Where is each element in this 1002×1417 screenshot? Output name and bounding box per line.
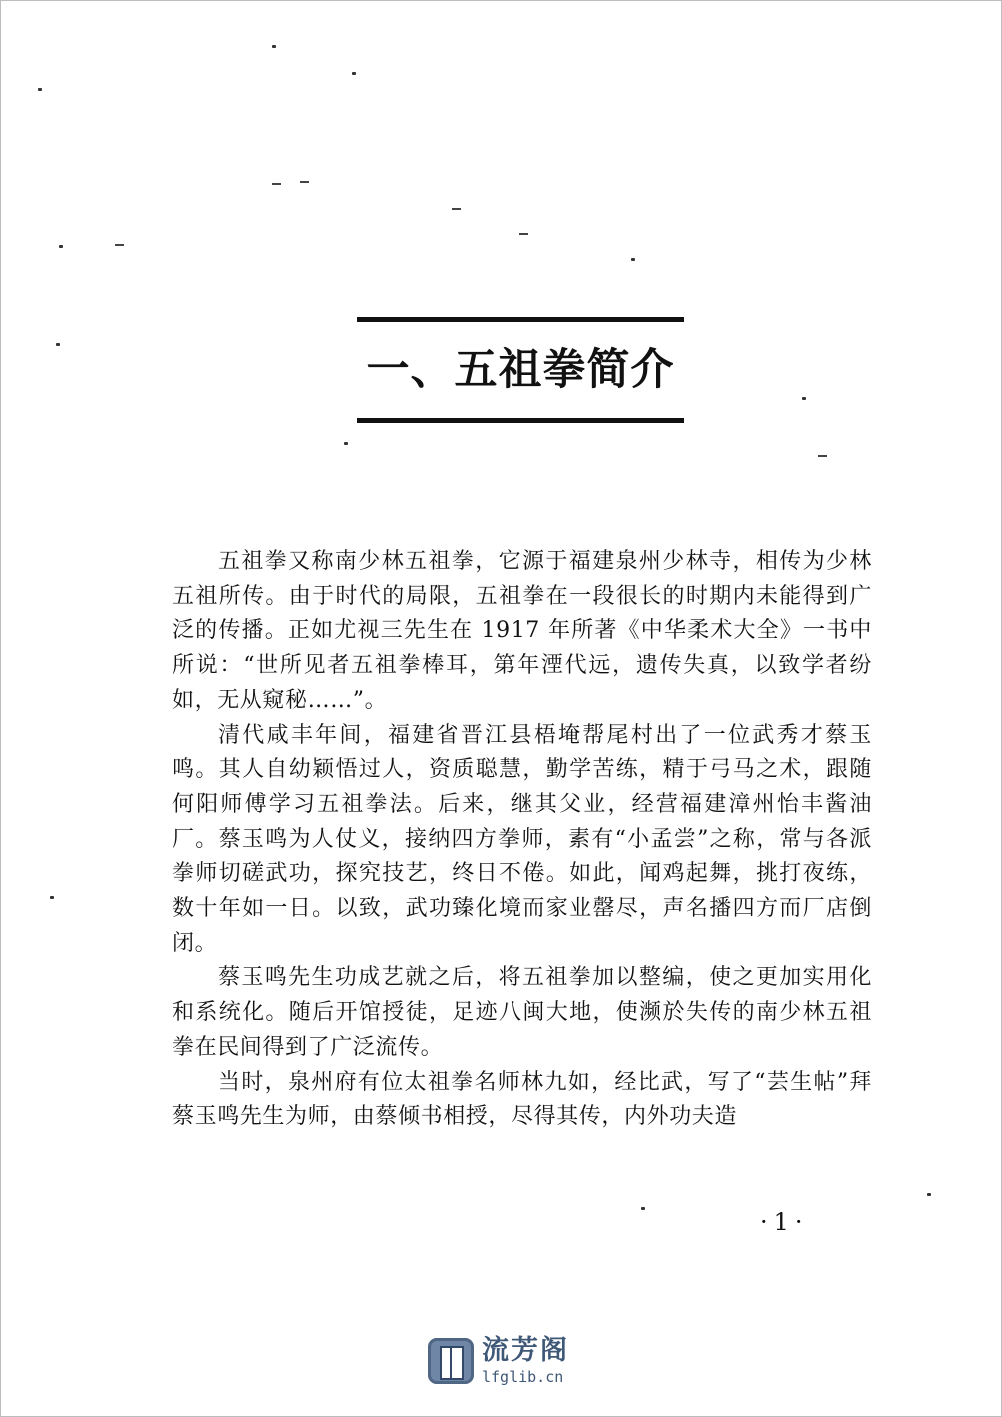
heading-rule-top xyxy=(357,317,684,322)
paragraph: 当时，泉州府有位太祖拳名师林九如，经比武，写了“芸生帖”拜蔡玉鸣先生为师，由蔡倾书相授，尽得其传，内外功夫造 xyxy=(172,1069,872,1130)
chapter-title: 一、五祖拳简介 xyxy=(366,345,675,395)
book-seal-icon xyxy=(428,1338,474,1384)
paragraph: 清代咸丰年间，福建省晋江县梧埯帮尾村出了一位武秀才蔡玉鸣。其人自幼颖悟过人，资质聪慧，勤学苦练，精于弓马之术，跟随何阳师傅学习五祖拳法。后来，继其父业，经营福建漳州怡丰酱油厂。蔡玉鸣为人仗义，接纳四方拳师，素有“小孟尝”之称，常与各派拳师切磋武功，探究技艺，终日不倦。如此，闻鸡起舞，挑打夜练，数十年如一日。以致，武功臻化境而家业罄尽，声名播四方而厂店倒闭。 xyxy=(172,722,872,956)
scan-speck xyxy=(631,258,635,261)
scan-dash xyxy=(452,208,461,210)
paragraph: 蔡玉鸣先生功成艺就之后，将五祖拳加以整编，使之更加实用化和系统化。随后开馆授徒，足迹八闽大地，使濒於失传的南少林五祖拳在民间得到了广泛流传。 xyxy=(172,965,872,1060)
heading-rule-bottom xyxy=(357,418,684,423)
scan-speck xyxy=(59,245,63,248)
scan-speck xyxy=(272,45,276,48)
scan-speck xyxy=(50,896,54,899)
watermark-site: lfglib.cn xyxy=(482,1368,564,1386)
paragraph: 五祖拳又称南少林五祖拳，它源于福建泉州少林寺，相传为少林五祖所传。由于时代的局限，五祖拳在一段很长的时期内未能得到广泛的传播。正如尤视三先生在 1917 年所著《中华柔术大全》一书中所说：“世所见者五祖拳棒耳，第年湮代远，遗传失真，以致学者纷如，无从窥秘……”。 xyxy=(172,549,872,713)
scan-dash xyxy=(818,455,827,457)
scan-speck xyxy=(344,442,348,445)
scan-dash xyxy=(519,233,528,235)
page-number: ·1· xyxy=(760,1208,809,1236)
scan-speck xyxy=(56,343,60,346)
scan-dash xyxy=(300,181,309,183)
watermark xyxy=(428,1336,588,1392)
body-text xyxy=(172,545,872,1135)
scan-speck xyxy=(352,72,356,75)
scan-speck xyxy=(38,88,42,91)
scan-speck xyxy=(927,1193,931,1196)
watermark-name: 流芳阁 xyxy=(482,1335,569,1366)
scan-speck xyxy=(802,397,806,400)
scan-speck xyxy=(641,1207,645,1210)
scan-dash xyxy=(115,244,124,246)
scan-dash xyxy=(272,183,281,185)
